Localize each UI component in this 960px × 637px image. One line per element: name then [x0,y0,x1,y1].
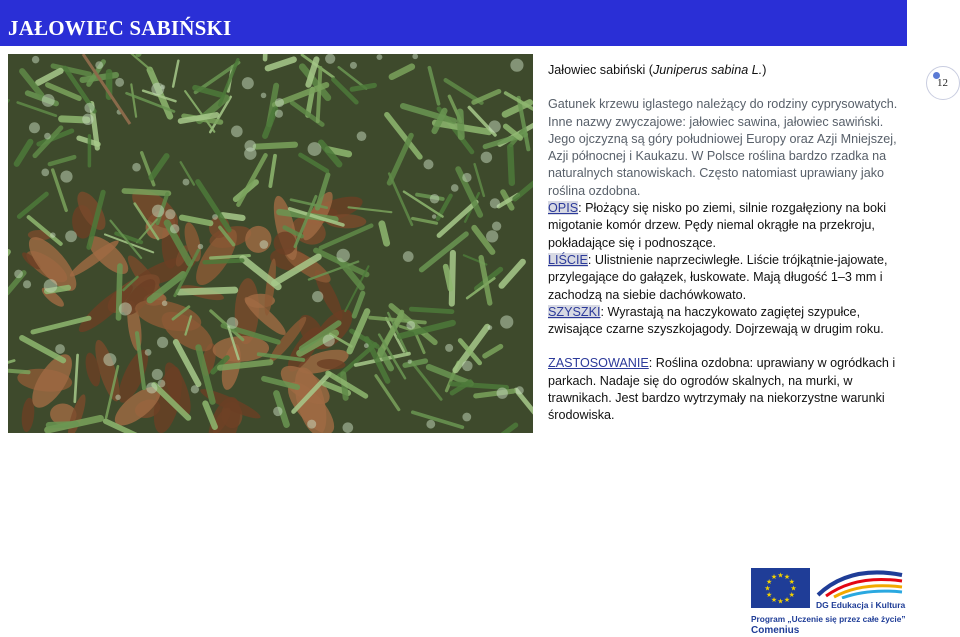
svg-text:★: ★ [766,592,773,599]
svg-text:★: ★ [788,592,795,599]
svg-text:★: ★ [764,585,771,593]
paragraph-gap [548,338,908,355]
svg-text:★: ★ [790,585,797,593]
juniper-foliage-image [8,54,533,433]
szyszki-paragraph [548,304,908,339]
zastosowanie-label: ZASTOSOWANIE [548,356,649,371]
page-number: 12 [937,77,948,89]
opis-text: : Płożący się nisko po ziemi, silnie rozgałęziony na boki migotanie komór drzew. Pędy niemal okrągłe na przekroju, pokładające się i podnoszące. [548,201,887,250]
lifelong-learning-logo [816,567,904,599]
svg-text:★: ★ [783,574,791,582]
liscie-label: LIŚCIE [548,252,588,267]
text-content [548,62,908,425]
svg-text:★: ★ [788,579,795,586]
species-name: Jałowiec sabiński [548,63,646,77]
opis-label: OPIS [548,201,579,216]
page-title: JAŁOWIEC SABIŃSKI [8,16,232,40]
svg-text:★: ★ [766,579,773,586]
description-paragraph: Gatunek krzewu iglastego należący do rodziny cyprysowatych. Inne nazwy zwyczajowe: jałowiec sawina, jałowiec sawiński. Jego ojczyzną są góry południowej Europy oraz Azji Mniejszej, Azji północnej i Kaukazu. W Polsce roślina bardzo rzadka na naturalnych stanowiskach. Często natomiast uprawiany jako roślina ozdobna. [548,97,898,198]
svg-text:★: ★ [783,596,791,604]
svg-text:★: ★ [770,596,778,604]
dg-education-label: DG Edukacja i Kultura [816,600,906,610]
latin-name: Juniperus sabina L. [653,63,763,77]
svg-text:★: ★ [777,598,784,606]
latin-close: ) [762,63,767,77]
zastosowanie-paragraph [548,355,908,424]
program-label: Program „Uczenie się przez całe życie” [751,614,906,624]
species-heading [548,62,908,79]
opis-paragraph [548,200,908,252]
svg-text:★: ★ [770,574,778,582]
szyszki-label: SZYSZKI [548,304,601,319]
zastosowanie-text: : Roślina ozdobna: uprawiany w ogródkach i parkach. Nadaje się do ogrodów skalnych, na murki, w trawnikach. Jest bardzo wytrzymały na niekorzystne warunki środowiska. [548,356,896,423]
eu-flag-logo [751,568,810,608]
szyszki-text: : Wyrastają na haczykowato zagiętej szypułce, zwisające czarne szyszkojagody. Dojrzewają w drugim roku. [548,304,884,337]
swoosh-icon [816,567,904,599]
liscie-paragraph [548,252,908,304]
comenius-label: Comenius [751,625,800,636]
juniper-photo [8,54,533,433]
liscie-text: : Ulistnienie naprzeciwległe. Liście trójkątnie-jajowate, przylegające do gałązek, łuskowate. Mają długość 1–3 mm i zachodzą na siebie dachówkowato. [548,252,888,302]
title-bar [0,0,907,46]
latin-open: ( [645,63,653,77]
eu-stars-icon [751,568,810,608]
svg-text:★: ★ [777,572,784,580]
